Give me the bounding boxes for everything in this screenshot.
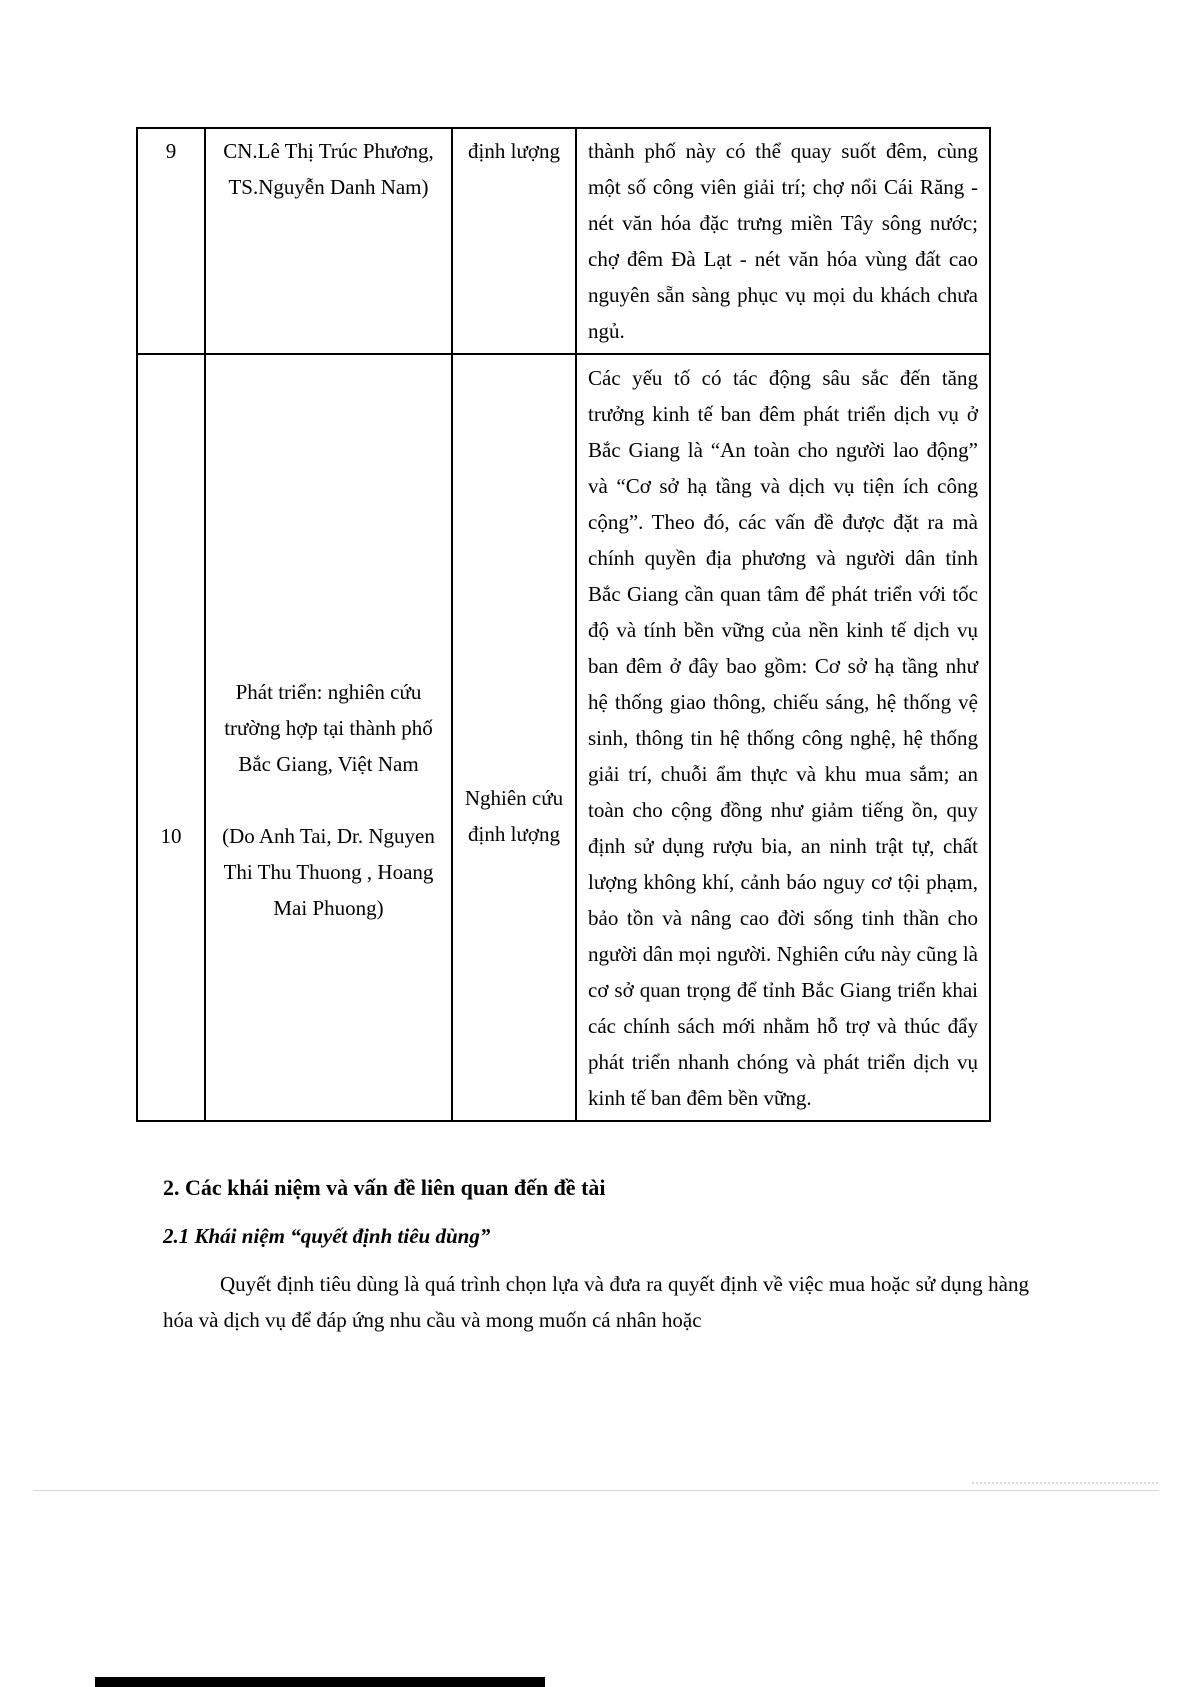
cell-summary xyxy=(576,354,990,1121)
cell-method xyxy=(452,354,576,1121)
cell-study-title xyxy=(205,354,452,1121)
study-authors: CN.Lê Thị Trúc Phương, TS.Nguyễn Danh Nam) xyxy=(223,139,434,199)
section-heading: 2. Các khái niệm và vấn đề liên quan đến đề tài xyxy=(163,1175,606,1200)
section-subheading: 2.1 Khái niệm “quyết định tiêu dùng” xyxy=(163,1224,491,1248)
study-title-block xyxy=(216,674,441,926)
cell-row-number xyxy=(137,128,205,354)
summary-text: Các yếu tố có tác động sâu sắc đến tăng trưởng kinh tế ban đêm phát triển dịch vụ ở Bắc Giang là “An toàn cho người lao động” và “Cơ sở hạ tầng và dịch vụ tiện ích công cộng”. Theo đó, các vấn đề được đặt ra mà chính quyền địa phương và người dân tỉnh Bắc Giang cần quan tâm để phát triển với tốc độ và tính bền vững của nền kinh tế dịch vụ ban đêm ở đây bao gồm: Cơ sở hạ tầng như hệ thống giao thông, chiếu sáng, hệ thống vệ sinh, thông tin hệ thống công nghệ, hệ thống giải trí, chuỗi ẩm thực và khu mua sắm; an toàn cho cộng đồng như giảm tiếng ồn, quy định sử dụng rượu bia, an ninh trật tự, chất lượng không khí, cảnh báo nguy cơ tội phạm, bảo tồn và nâng cao đời sống tinh thần cho người dân mọi người. Nghiên cứu này cũng là cơ sở quan trọng để tỉnh Bắc Giang triển khai các chính sách mới nhằm hỗ trợ và thúc đẩy phát triển nhanh chóng và phát triển dịch vụ kinh tế ban đêm bền vững. xyxy=(588,366,978,1110)
summary-text: thành phố này có thể quay suốt đêm, cùng một số công viên giải trí; chợ nổi Cái Răng - nét văn hóa đặc trưng miền Tây sông nước; chợ đêm Đà Lạt - nét văn hóa vùng đất cao nguyên sẵn sàng phục vụ mọi du khách chưa ngủ. xyxy=(588,139,978,343)
row-number: 10 xyxy=(160,823,182,848)
table-row xyxy=(137,128,990,354)
cell-row-number xyxy=(137,354,205,1121)
study-title: Phát triển: nghiên cứu trường hợp tại thành phố Bắc Giang, Việt Nam xyxy=(224,679,433,776)
study-authors: (Do Anh Tai, Dr. Nguyen Thi Thu Thuong , Hoang Mai Phuong) xyxy=(222,823,435,920)
cell-summary xyxy=(576,128,990,354)
body-paragraph: Quyết định tiêu dùng là quá trình chọn lựa và đưa ra quyết định về việc mua hoặc sử dụng hàng hóa và dịch vụ để đáp ứng nhu cầu và mong muốn cá nhân hoặc xyxy=(163,1272,1029,1332)
method-label: Nghiên cứu định lượng xyxy=(464,785,564,846)
cell-study-authors xyxy=(205,128,452,354)
page-divider-line xyxy=(33,1490,1159,1491)
faint-scan-marks xyxy=(972,1482,1158,1484)
table-row xyxy=(137,354,990,1121)
row-number: 9 xyxy=(165,139,177,163)
cell-method xyxy=(452,128,576,354)
studies-table xyxy=(136,127,991,1122)
method-label: định lượng xyxy=(468,139,560,163)
next-page-edge-artifact xyxy=(95,1677,545,1687)
